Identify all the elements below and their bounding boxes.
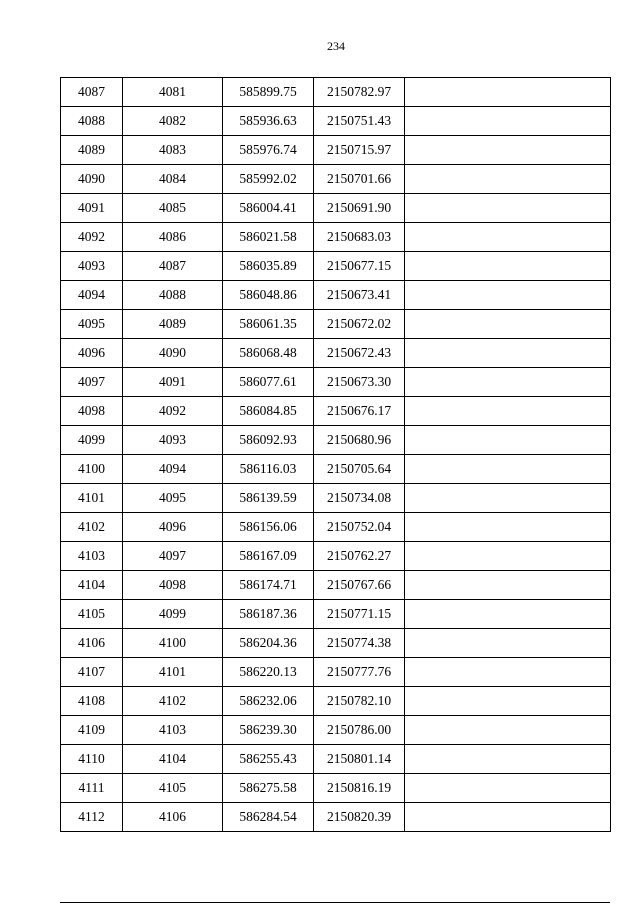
y-coordinate-cell: 2150672.43: [314, 339, 405, 368]
note-cell: [405, 716, 611, 745]
table-row: [61, 310, 611, 339]
x-coordinate-cell: 586239.30: [223, 716, 314, 745]
note-cell: [405, 658, 611, 687]
row-number-cell: 4102: [61, 513, 123, 542]
x-coordinate-cell: 585936.63: [223, 107, 314, 136]
y-coordinate-cell: 2150816.19: [314, 774, 405, 803]
row-number-cell: 4090: [61, 165, 123, 194]
table-row: [61, 658, 611, 687]
point-number-cell: 4092: [123, 397, 223, 426]
table-row: [61, 629, 611, 658]
y-coordinate-cell: 2150782.97: [314, 78, 405, 107]
x-coordinate-cell: 586174.71: [223, 571, 314, 600]
footer-rule: [60, 902, 610, 903]
y-coordinate-cell: 2150715.97: [314, 136, 405, 165]
note-cell: [405, 339, 611, 368]
x-coordinate-cell: 586284.54: [223, 803, 314, 832]
row-number-cell: 4097: [61, 368, 123, 397]
table-body: [61, 78, 611, 832]
row-number-cell: 4105: [61, 600, 123, 629]
point-number-cell: 4098: [123, 571, 223, 600]
x-coordinate-cell: 586187.36: [223, 600, 314, 629]
y-coordinate-cell: 2150782.10: [314, 687, 405, 716]
row-number-cell: 4103: [61, 542, 123, 571]
note-cell: [405, 136, 611, 165]
x-coordinate-cell: 585976.74: [223, 136, 314, 165]
note-cell: [405, 513, 611, 542]
table-row: [61, 687, 611, 716]
row-number-cell: 4111: [61, 774, 123, 803]
row-number-cell: 4096: [61, 339, 123, 368]
row-number-cell: 4088: [61, 107, 123, 136]
point-number-cell: 4096: [123, 513, 223, 542]
point-number-cell: 4105: [123, 774, 223, 803]
y-coordinate-cell: 2150683.03: [314, 223, 405, 252]
table-row: [61, 223, 611, 252]
page-number: 234: [327, 39, 345, 53]
row-number-cell: 4107: [61, 658, 123, 687]
table-row: [61, 397, 611, 426]
y-coordinate-cell: 2150751.43: [314, 107, 405, 136]
y-coordinate-cell: 2150767.66: [314, 571, 405, 600]
table-row: [61, 716, 611, 745]
table-row: [61, 542, 611, 571]
x-coordinate-cell: 585899.75: [223, 78, 314, 107]
row-number-cell: 4104: [61, 571, 123, 600]
y-coordinate-cell: 2150691.90: [314, 194, 405, 223]
note-cell: [405, 194, 611, 223]
note-cell: [405, 745, 611, 774]
x-coordinate-cell: 586084.85: [223, 397, 314, 426]
note-cell: [405, 803, 611, 832]
point-number-cell: 4104: [123, 745, 223, 774]
note-cell: [405, 455, 611, 484]
x-coordinate-cell: 586021.58: [223, 223, 314, 252]
y-coordinate-cell: 2150676.17: [314, 397, 405, 426]
table-row: [61, 484, 611, 513]
table-row: [61, 455, 611, 484]
y-coordinate-cell: 2150701.66: [314, 165, 405, 194]
point-number-cell: 4106: [123, 803, 223, 832]
y-coordinate-cell: 2150777.76: [314, 658, 405, 687]
x-coordinate-cell: 586139.59: [223, 484, 314, 513]
x-coordinate-cell: 586116.03: [223, 455, 314, 484]
point-number-cell: 4097: [123, 542, 223, 571]
y-coordinate-cell: 2150820.39: [314, 803, 405, 832]
row-number-cell: 4095: [61, 310, 123, 339]
note-cell: [405, 484, 611, 513]
point-number-cell: 4091: [123, 368, 223, 397]
note-cell: [405, 774, 611, 803]
point-number-cell: 4090: [123, 339, 223, 368]
point-number-cell: 4095: [123, 484, 223, 513]
table-row: [61, 281, 611, 310]
row-number-cell: 4094: [61, 281, 123, 310]
table-row: [61, 136, 611, 165]
note-cell: [405, 542, 611, 571]
y-coordinate-cell: 2150801.14: [314, 745, 405, 774]
point-number-cell: 4088: [123, 281, 223, 310]
y-coordinate-cell: 2150672.02: [314, 310, 405, 339]
row-number-cell: 4092: [61, 223, 123, 252]
row-number-cell: 4101: [61, 484, 123, 513]
table-row: [61, 339, 611, 368]
point-number-cell: 4103: [123, 716, 223, 745]
y-coordinate-cell: 2150705.64: [314, 455, 405, 484]
coordinates-table: [60, 77, 611, 832]
x-coordinate-cell: 586204.36: [223, 629, 314, 658]
y-coordinate-cell: 2150673.30: [314, 368, 405, 397]
table-row: [61, 571, 611, 600]
x-coordinate-cell: 586035.89: [223, 252, 314, 281]
point-number-cell: 4102: [123, 687, 223, 716]
row-number-cell: 4091: [61, 194, 123, 223]
x-coordinate-cell: 586220.13: [223, 658, 314, 687]
note-cell: [405, 165, 611, 194]
table-row: [61, 600, 611, 629]
y-coordinate-cell: 2150762.27: [314, 542, 405, 571]
point-number-cell: 4101: [123, 658, 223, 687]
row-number-cell: 4112: [61, 803, 123, 832]
note-cell: [405, 368, 611, 397]
table-row: [61, 426, 611, 455]
y-coordinate-cell: 2150786.00: [314, 716, 405, 745]
x-coordinate-cell: 586004.41: [223, 194, 314, 223]
y-coordinate-cell: 2150680.96: [314, 426, 405, 455]
note-cell: [405, 571, 611, 600]
table-row: [61, 194, 611, 223]
y-coordinate-cell: 2150734.08: [314, 484, 405, 513]
table-row: [61, 107, 611, 136]
note-cell: [405, 223, 611, 252]
point-number-cell: 4083: [123, 136, 223, 165]
table-row: [61, 513, 611, 542]
x-coordinate-cell: 586068.48: [223, 339, 314, 368]
row-number-cell: 4110: [61, 745, 123, 774]
row-number-cell: 4106: [61, 629, 123, 658]
row-number-cell: 4089: [61, 136, 123, 165]
point-number-cell: 4089: [123, 310, 223, 339]
y-coordinate-cell: 2150673.41: [314, 281, 405, 310]
point-number-cell: 4086: [123, 223, 223, 252]
row-number-cell: 4098: [61, 397, 123, 426]
x-coordinate-cell: 586255.43: [223, 745, 314, 774]
point-number-cell: 4087: [123, 252, 223, 281]
point-number-cell: 4093: [123, 426, 223, 455]
point-number-cell: 4100: [123, 629, 223, 658]
row-number-cell: 4109: [61, 716, 123, 745]
point-number-cell: 4099: [123, 600, 223, 629]
row-number-cell: 4087: [61, 78, 123, 107]
x-coordinate-cell: 586167.09: [223, 542, 314, 571]
point-number-cell: 4081: [123, 78, 223, 107]
note-cell: [405, 281, 611, 310]
x-coordinate-cell: 585992.02: [223, 165, 314, 194]
table-row: [61, 745, 611, 774]
row-number-cell: 4100: [61, 455, 123, 484]
note-cell: [405, 310, 611, 339]
table-row: [61, 252, 611, 281]
x-coordinate-cell: 586048.86: [223, 281, 314, 310]
point-number-cell: 4084: [123, 165, 223, 194]
x-coordinate-cell: 586232.06: [223, 687, 314, 716]
note-cell: [405, 629, 611, 658]
table-row: [61, 774, 611, 803]
point-number-cell: 4085: [123, 194, 223, 223]
table-row: [61, 368, 611, 397]
x-coordinate-cell: 586061.35: [223, 310, 314, 339]
y-coordinate-cell: 2150752.04: [314, 513, 405, 542]
note-cell: [405, 600, 611, 629]
table-row: [61, 803, 611, 832]
y-coordinate-cell: 2150677.15: [314, 252, 405, 281]
row-number-cell: 4093: [61, 252, 123, 281]
x-coordinate-cell: 586156.06: [223, 513, 314, 542]
y-coordinate-cell: 2150774.38: [314, 629, 405, 658]
note-cell: [405, 426, 611, 455]
x-coordinate-cell: 586077.61: [223, 368, 314, 397]
table-row: [61, 78, 611, 107]
y-coordinate-cell: 2150771.15: [314, 600, 405, 629]
x-coordinate-cell: 586092.93: [223, 426, 314, 455]
note-cell: [405, 687, 611, 716]
note-cell: [405, 107, 611, 136]
row-number-cell: 4099: [61, 426, 123, 455]
point-number-cell: 4094: [123, 455, 223, 484]
point-number-cell: 4082: [123, 107, 223, 136]
note-cell: [405, 78, 611, 107]
note-cell: [405, 252, 611, 281]
note-cell: [405, 397, 611, 426]
table-row: [61, 165, 611, 194]
x-coordinate-cell: 586275.58: [223, 774, 314, 803]
row-number-cell: 4108: [61, 687, 123, 716]
